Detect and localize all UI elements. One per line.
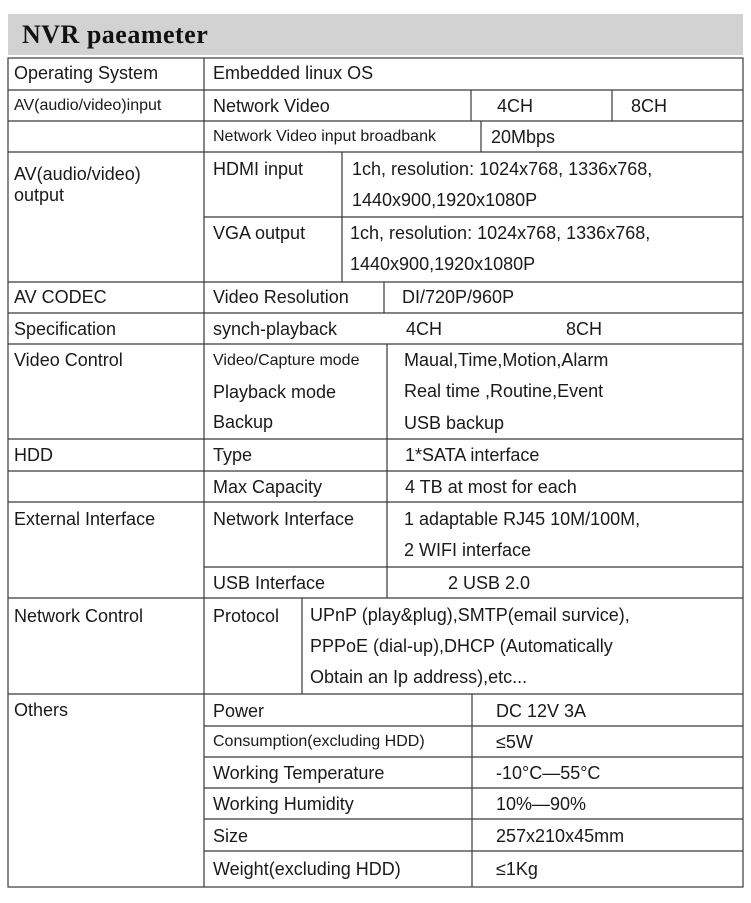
size-label: Size — [213, 826, 249, 846]
vga-label: VGA output — [213, 223, 306, 243]
others-label: Others — [14, 700, 69, 720]
type-label: Type — [213, 445, 253, 465]
network-video-8ch: 8CH — [631, 96, 668, 116]
video-res-label: Video Resolution — [213, 287, 349, 307]
external-interface-label: External Interface — [14, 509, 156, 529]
usb-interface-value: 2 USB 2.0 — [448, 573, 531, 593]
capture-mode-value: Maual,Time,Motion,Alarm — [404, 350, 609, 370]
backup-value: USB backup — [404, 413, 505, 433]
backup-label: Backup — [213, 412, 274, 432]
broadband-value: 20Mbps — [491, 127, 556, 147]
weight-label: Weight(excluding HDD) — [213, 859, 401, 879]
network-interface-value-2: 2 WIFI interface — [404, 540, 532, 560]
av-input-label: AV(audio/video)input — [14, 97, 162, 114]
video-control-label: Video Control — [14, 350, 123, 370]
protocol-value-3: Obtain an Ip address),etc... — [310, 667, 528, 687]
max-capacity-value: 4 TB at most for each — [405, 477, 577, 497]
hdmi-value-1: 1ch, resolution: 1024x768, 1336x768, — [352, 159, 653, 179]
playback-mode-label: Playback mode — [213, 382, 337, 402]
os-label: Operating System — [14, 63, 159, 83]
humidity-label: Working Humidity — [213, 794, 354, 814]
consumption-label: Consumption(excluding HDD) — [213, 733, 425, 750]
hdd-label: HDD — [14, 445, 53, 465]
protocol-label: Protocol — [213, 606, 280, 626]
av-output-label-1: AV(audio/video) — [14, 164, 141, 184]
hdmi-value-2: 1440x900,1920x1080P — [352, 190, 538, 210]
usb-interface-label: USB Interface — [213, 573, 326, 593]
weight-value: ≤1Kg — [496, 859, 538, 879]
playback-mode-value: Real time ,Routine,Event — [404, 381, 604, 401]
humidity-value: 10%—90% — [496, 794, 587, 814]
vga-value-1: 1ch, resolution: 1024x768, 1336x768, — [350, 223, 651, 243]
video-res-value: DI/720P/960P — [402, 287, 515, 307]
page-title: NVR paeameter — [22, 20, 209, 49]
hdmi-label: HDMI input — [213, 159, 304, 179]
temperature-value: -10°C—55°C — [496, 763, 601, 783]
vga-value-2: 1440x900,1920x1080P — [350, 254, 536, 274]
temperature-label: Working Temperature — [213, 763, 385, 783]
network-interface-value-1: 1 adaptable RJ45 10M/100M, — [404, 509, 641, 529]
os-value: Embedded linux OS — [213, 63, 374, 83]
synch-label: synch-playback — [213, 319, 338, 339]
codec-label: AV CODEC — [14, 287, 107, 307]
broadband-label: Network Video input broadbank — [213, 128, 436, 145]
consumption-value: ≤5W — [496, 732, 533, 752]
synch-8ch: 8CH — [566, 319, 603, 339]
network-video-4ch: 4CH — [497, 96, 534, 116]
power-value: DC 12V 3A — [496, 701, 587, 721]
size-value: 257x210x45mm — [496, 826, 625, 846]
power-label: Power — [213, 701, 265, 721]
spec-label: Specification — [14, 319, 117, 339]
network-video-label: Network Video — [213, 96, 330, 116]
type-value: 1*SATA interface — [405, 445, 540, 465]
synch-4ch: 4CH — [406, 319, 443, 339]
protocol-value-2: PPPoE (dial-up),DHCP (Automatically — [310, 636, 613, 656]
protocol-value-1: UPnP (play&plug),SMTP(email survice), — [310, 605, 630, 625]
av-output-label-2: output — [14, 185, 65, 205]
capture-mode-label: Video/Capture mode — [213, 352, 360, 369]
network-control-label: Network Control — [14, 606, 144, 626]
max-capacity-label: Max Capacity — [213, 477, 323, 497]
network-interface-label: Network Interface — [213, 509, 355, 529]
